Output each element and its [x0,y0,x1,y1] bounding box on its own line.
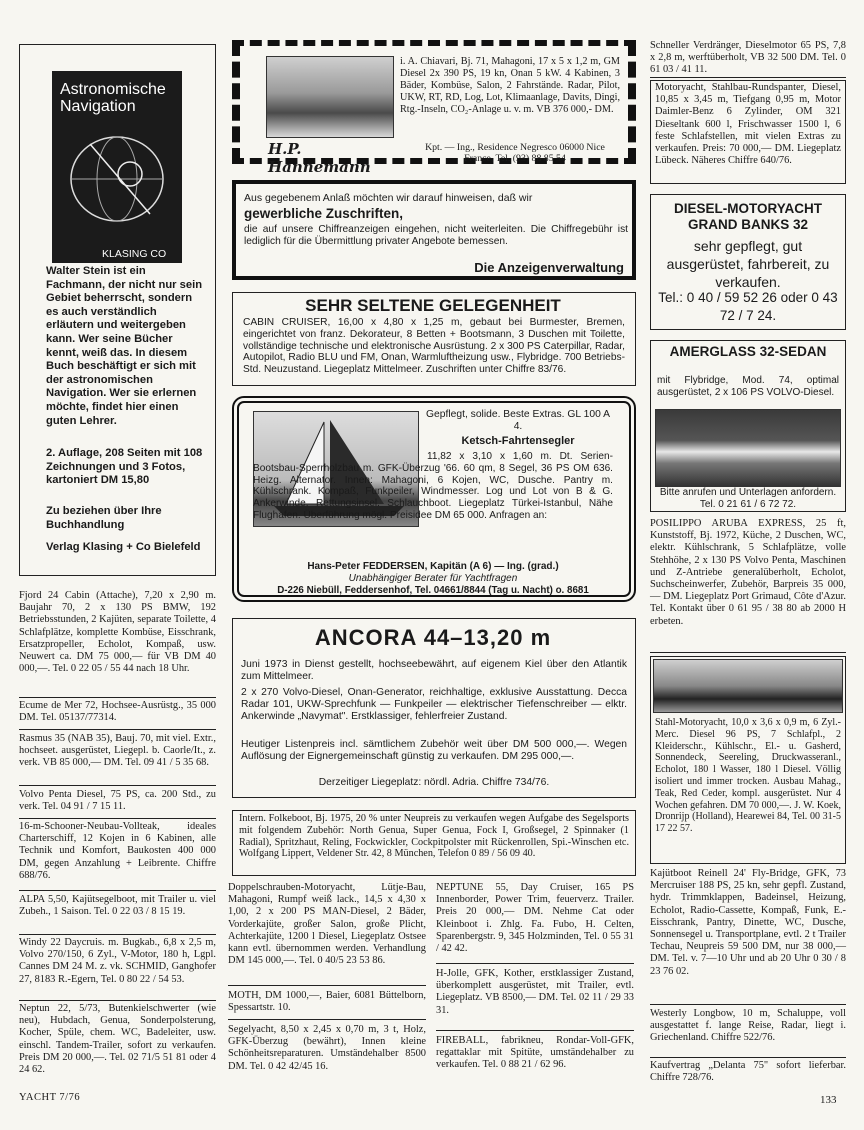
classified-ad: Volvo Penta Diesel, 75 PS, ca. 200 Std., zu verk. Tel. 04 91 / 7 15 11. [19,789,216,813]
divider [19,785,216,786]
ancora-p2: 2 x 270 Volvo-Diesel, Onan-Generator, reichhaltige, exklusive Ausstattung. Decca Radar 101, UKW-Sprechfunk — Funkpeiler — elektrischer Tiefenschreiber — elktr. Ankerwinde „Navymat". Erstklassiger, fehlerfreier Zustand. [241,687,627,722]
chiavari-signature: H.P. Hannemann [268,140,371,176]
grand-banks-ad [650,194,846,330]
classified-ad: Westerly Longbow, 10 m, Schaluppe, voll ausgestattet f. lange Reise, Radar, liegt i. Griechenland. Chiffre 522/76. [650,1008,846,1044]
stahl-ad [650,656,846,864]
ancora-p4: Derzeitiger Liegeplatz: nördl. Adria. Chiffre 734/76. [318,777,550,788]
book-cover-title: Astronomische Navigation [60,81,166,115]
amerglass-ad [650,340,846,512]
divider [228,985,426,986]
divider [650,77,846,78]
motoryacht-photo [655,409,841,487]
classified-ad: H-Jolle, GFK, Kother, erstklassiger Zustand, überkomplett ausgerüstet, mit Trailer, evtl. Liegeplatz. VB 8500,— DM. Tel. 02 11 / 29 33 31. [436,968,634,1016]
classified-ad: Rasmus 35 (NAB 35), Bauj. 70, mit viel. Extr., hochseet. ausgerüstet, Liegepl. b. Caorle/It., z. verk. VB 85 000,— DM. Tel. 09 41 / 5 35 68. [19,733,216,769]
seltene-ad [232,292,636,386]
classified-ad: Ecume de Mer 72, Hochsee-Ausrüstg., 35 000 DM. Tel. 05137/77314. [19,700,216,724]
notice-intro: Aus gegebenem Anlaß möchten wir darauf hinweisen, daß wir [244,192,533,204]
folkeboot-text: Intern. Folkeboot, Bj. 1975, 20 % unter Neupreis zu verkaufen wegen Aufgabe des Segelsports mit folgendem Zubehör: North Genua, Super Genua, Fock I, Großsegel, 2 Spinnaker (1 Radial), Spritzhaut, Reling, Fockwickler, Cockpitpolster mit Rückenrollen, Spi.-Winschen etc. Wolfgang Lippert, Veldener Str. 42, 8 München, Telefon 0 89 / 56 09 40. [239,813,629,860]
seltene-text: CABIN CRUISER, 16,00 x 4,80 x 1,25 m, gebaut bei Burmester, Bremen, eingerichtet von franz. Dekorateur, 8 Betten + Bootsmann, 3 Duschen mit Toilette, vollständige technische und elektronische Ausrüstung. 2 x 300 PS Caterpillar, Radar, Autopilot, Radio BLU und FM, Onan, Warmluftheizung usw., Flybridge. 700 Betriebs-Std. Neuzustand. Liegeplatz Mittelmeer. Zuschriften unter Chiffre 83/76. [243,317,625,376]
ancora-p1: Juni 1973 in Dienst gestellt, hochseebewährt, auf eigenem Kiel über den Atlantik zum Mittelmeer. [241,659,627,682]
notice-text: die auf unsere Chiffreanzeigen eingehen, nicht weiterleiten. Die Chiffregebühr ist lediglich für die Übermittlung privater Angebote bemessen. [244,224,628,247]
classified-ad: Neptun 22, 5/73, Butenkielschwerter (wie neu), Hubdach, Genua, Sonderpolsterung, Kocher, Spüle, chem. WC, Badeleiter, usw. einschl. Tandem-Trailer, sofort zu verkaufen. Preis DM 20 000,—. Tel. 02 71/5 51 81 oder 4 24 62. [19,1003,216,1076]
classified-ad: MOTH, DM 1000,—, Baier, 6081 Büttelborn, Spessartstr. 10. [228,990,426,1014]
chiavari-ad [232,40,636,176]
amerglass-title: AMERGLASS 32-SEDAN [669,344,827,359]
ketsch-contact: Hans-Peter FEDDERSEN, Kapitän (A 6) — Ing. (grad.) [307,561,559,572]
book-cover [52,71,182,263]
classified-ad: Kajütboot Reinell 24' Fly-Bridge, GFK, 73 Mercruiser 188 PS, 25 kn, sehr gepfl. Zustand, hydr. Trimmklappen, Badeinsel, Heizung, Echolot, Radio-Cassette, Kompaß, Funk, E.-Eisschrank, Pantry, Dinette, WC, Dusche, Sonnensegel u. Transportplane, evtl. 2 t Trailer Techau, Neupreis 59 500 DM, nur 38 000,— DM. Tel. v. 7—10 Uhr und ab 20 Uhr 0 30 / 8 23 76 02. [650,868,846,977]
divider [19,890,216,891]
classified-ad: ALPA 5,50, Kajütsegelboot, mit Trailer u. viel Zubeh., 1 Saison. Tel. 0 22 03 / 8 15 19. [19,894,216,918]
classified-ad: Kaufvertrag „Delanta 75" sofort lieferbar. Chiffre 728/76. [650,1060,846,1084]
chiavari-text: i. A. Chiavari, Bj. 71, Mahagoni, 17 x 5 x 1,2 m, GM Diesel 2x 390 PS, 19 kn, Onan 5 kW. 4 Kabinen, 3 Bäder, Kombüse, Salon, 2 Fahrstände. Radar, Pilot, UKW, RT, RD, Log, Lot, Klimaanlage, Davits, Dingi, Rtg.-Inseln, CO₂-Anlage u. v. m. VB 376 000,- DM. [400,56,620,115]
stahl-text: Stahl-Motoryacht, 10,0 x 3,6 x 0,9 m, 6 Zyl.-Merc. Diesel 96 PS, 7 Schlafpl., 2 Kleiderschr., Kühlschr., El.- u. Gasherd, Sonnendeck, Seereling, Druckwasseranl., Echolot, 180 l Wasser, 180 l Diesel. Völlig isoliert und immer trocken. Ausbau Mahag., Teak, Red Ceder, kompl. ausgerüstet. Nur 4 Wochen gefahren. DM 70 000,—. J. W. Koek, Dronrijp (Holland), Hearewei 84, Tel. 00 31-5 17 22 57. [655,717,841,835]
classified-ad: Motoryacht, Stahlbau-Rundspanter, Diesel, 10,85 x 3,45 m, Tiefgang 0,95 m, Motor Daimler-Benz 6 Zylinder, OM 321 Dieseltank 600 l, Frischwasser 1500 l, 6 feste Schlafstellen, mit vielen Extras zu verkaufen. Preis: 70 000,— DM. Liegeplatz Lübeck. Näheres Chiffre 640/76. [655,82,841,167]
notice-headline: gewerbliche Zuschriften, [244,206,404,221]
amerglass-contact: Bitte anrufen und Unterlagen anfordern. Tel. 0 21 61 / 6 72 72. [659,487,837,510]
notice-sign: Die Anzeigenverwaltung [474,260,624,275]
ketsch-intro: Gepflegt, solide. Beste Extras. GL 100 A 4. [426,409,610,433]
classified-ad: FIREBALL, fabrikneu, Rondar-Voll-GFK, regattaklar mit Spitüte, umständehalber zu verkaufen. Tel. 0 88 21 / 62 96. [436,1035,634,1071]
divider [650,1057,846,1058]
classified-ad: Segelyacht, 8,50 x 2,45 x 0,70 m, 3 t, Holz, GFK-Überzug (bewährt), Innen kleine Schönheitsreparaturen. Umständehalber 8500 DM. Tel. 0 42 42/45 16. [228,1024,426,1072]
footer-issue: YACHT 7/76 [19,1092,81,1103]
classified-ad: POSILIPPO ARUBA EXPRESS, 25 ft, Kunststoff, Bj. 1972, Küche, 2 Duschen, WC, elektr. Kühlschrank, 5 Schlafplätze, volle Stehhöhe, 2 x 130 PS Volvo Penta, Maschinen und Z-Antriebe generalüberholt, Echolot, Suchscheinwerfer, Zubehör, Barpreis 35 000,— DM. Liegeplatz Port Grimaud, Côte d'Azur. Tel. Kontakt über 0 61 95 / 38 80 ab 2000 H erbeten. [650,518,846,627]
grand-banks-phone: Tel.: 0 40 / 59 52 26 oder 0 43 72 / 7 24. [658,290,838,323]
classified-ad: Schneller Verdränger, Dieselmotor 65 PS, 7,8 x 2,8 m, werftüberholt, VB 32 500 DM. Tel. 0 61 03 / 41 11. [650,40,846,76]
ancora-ad [232,618,636,798]
book-publisher: Verlag Klasing + Co Bielefeld [46,541,201,553]
page-number: 133 [820,1094,837,1106]
divider [436,963,634,964]
seltene-title: SEHR SELTENE GELEGENHEIT [305,296,561,315]
divider [19,1000,216,1001]
divider [436,1030,634,1031]
book-order: Zu beziehen über Ihre Buchhandlung [46,505,162,531]
book-ad [19,44,216,576]
yacht-photo [266,56,394,138]
divider [19,818,216,819]
divider [19,729,216,730]
grand-banks-text: sehr gepflegt, gut ausgerüstet, fahrbereit, zu verkaufen. [666,238,830,290]
divider [228,1019,426,1020]
classified-ad: Fjord 24 Cabin (Attache), 7,20 x 2,90 m. Baujahr 70, 2 x 130 PS BMW, 192 Betriebsstunden, 2 Kajüten, separate Toilette, 4 Schlafplätze, komplette Kombüse, Eisschrank, Ersatzpropeller, Echolot, Kompaß, usw. Neuwert ca. DM 75 000,— für VB DM 40 000,—. Tel. 0 22 05 / 55 44 nach 18 Uhr. [19,590,216,675]
divider [19,934,216,935]
classified-ad: Windy 22 Daycruis. m. Bugkab., 6,8 x 2,5 m, Volvo 270/150, 6 Zyl., V-Motor, 180 h, Lgpl. Cannes DM 24 M. z. vk. SCHMID, Ganghofer 27, 8183 R.-Egern, Tel. 0 80 22 / 54 53. [19,937,216,985]
classified-ad: NEPTUNE 55, Day Cruiser, 165 PS Innenborder, Power Trim, feuerverz. Trailer. Preis 20 000,— DM. Nehme Cat oder Kleinboot i. Zhlg. Fa. Fubo, H. Celten, Sparenbergstr. 9, 345 Holzminden, Tel. 0 55 31 / 42 42. [436,882,634,955]
divider [19,697,216,698]
book-cover-diagram [60,119,174,234]
classified-ad: Doppelschrauben-Motoryacht, Lütje-Bau, Mahagoni, Rumpf weiß lack., 14,5 x 4,30 x 1,00, 2 x 200 PS MAN-Diesel, 2 Bäder, Vorderkajüte, großer Salon, große Plicht, Achterkajüte, 1200 l Diesel, Liegeplatz Ostsee kann evtl. übernommen werden. Verhandlung DM 145 000,—. Tel. 0 40/5 23 53 86. [228,882,426,967]
classified-ad: 16-m-Schooner-Neubau-Vollteak, ideales Charterschiff, 12 Kojen in 6 Kabinen, alle Technik und Komfort, Baukosten 400 000 DM, gegen Anzahlung + Leibrente. Chiffre 688/76. [19,821,216,881]
ancora-p3: Heutiger Listenpreis incl. sämtlichem Zubehör weit über DM 500 000,—. Wegen Auflösung der Eignergemeinschaft günstig zu verkaufen. DM 295 000,—. [241,739,627,762]
folkeboot-ad [232,810,636,876]
divider [650,652,846,653]
divider [650,1004,846,1005]
ancora-title: ANCORA 44–13,20 m [314,625,552,650]
ketsch-title: Ketsch-Fahrtensegler [461,435,575,447]
grand-banks-title: DIESEL-MOTORYACHT GRAND BANKS 32 [673,201,822,232]
steel-yacht-photo [653,659,843,713]
book-description: Walter Stein ist ein Fachmann, der nicht nur sein Gebiet beherrscht, sondern es auch verständlich erläutern und weitergeben kann. Wer seine Bücher kennt, weiß das. In diesem Buch beschäftigt er sich mit der astronomischen Navigation. Wer sie erlernen möchte, findet hier einen guten Lehrer. [46,265,203,427]
chiavari-contact: Kpt. — Ing., Residence Negresco 06000 Nice France, Tel. (93) 88 85 54 [425,142,605,164]
notice-box [232,180,636,280]
classified-ad-box [650,80,846,184]
ketsch-address: D-226 Niebüll, Feddersenhof, Tel. 04661/8844 (Tag u. Nacht) o. 8681 [277,585,589,596]
amerglass-text: mit Flybridge, Mod. 74, optimal ausgerüstet, 2 x 106 PS VOLVO-Diesel. [657,375,839,398]
ketsch-text: 11,82 x 3,10 x 1,60 m. Dt. Serien-Bootsbau-Sperrholzbau m. GFK-Überzug '66. 60 qm, 8 Segel, 36 PS OM 636. Heizg. Alternator. Innen: Mahagoni, 6 Kojen, WC, Dusche. Pantry m. Kühlschrank. Kompaß, Funkpeiler, Windmesser. Log und Lot von B & G. Ankerwinde. Rettungsinsel. Schlauchboot. Liegeplatz Türkei-Istanbul, Nähe Flughafen. Überführung mögl. Preisidee DM 65 000. Anfragen an: [253,451,613,521]
ketsch-role: Unabhängiger Berater für Yachtfragen [348,573,518,584]
book-cover-publisher: KLASING CO [102,248,167,260]
book-edition: 2. Auflage, 208 Seiten mit 108 Zeichnungen und 3 Fotos, kartoniert DM 15,80 [46,447,203,487]
ketsch-ad [232,396,636,602]
